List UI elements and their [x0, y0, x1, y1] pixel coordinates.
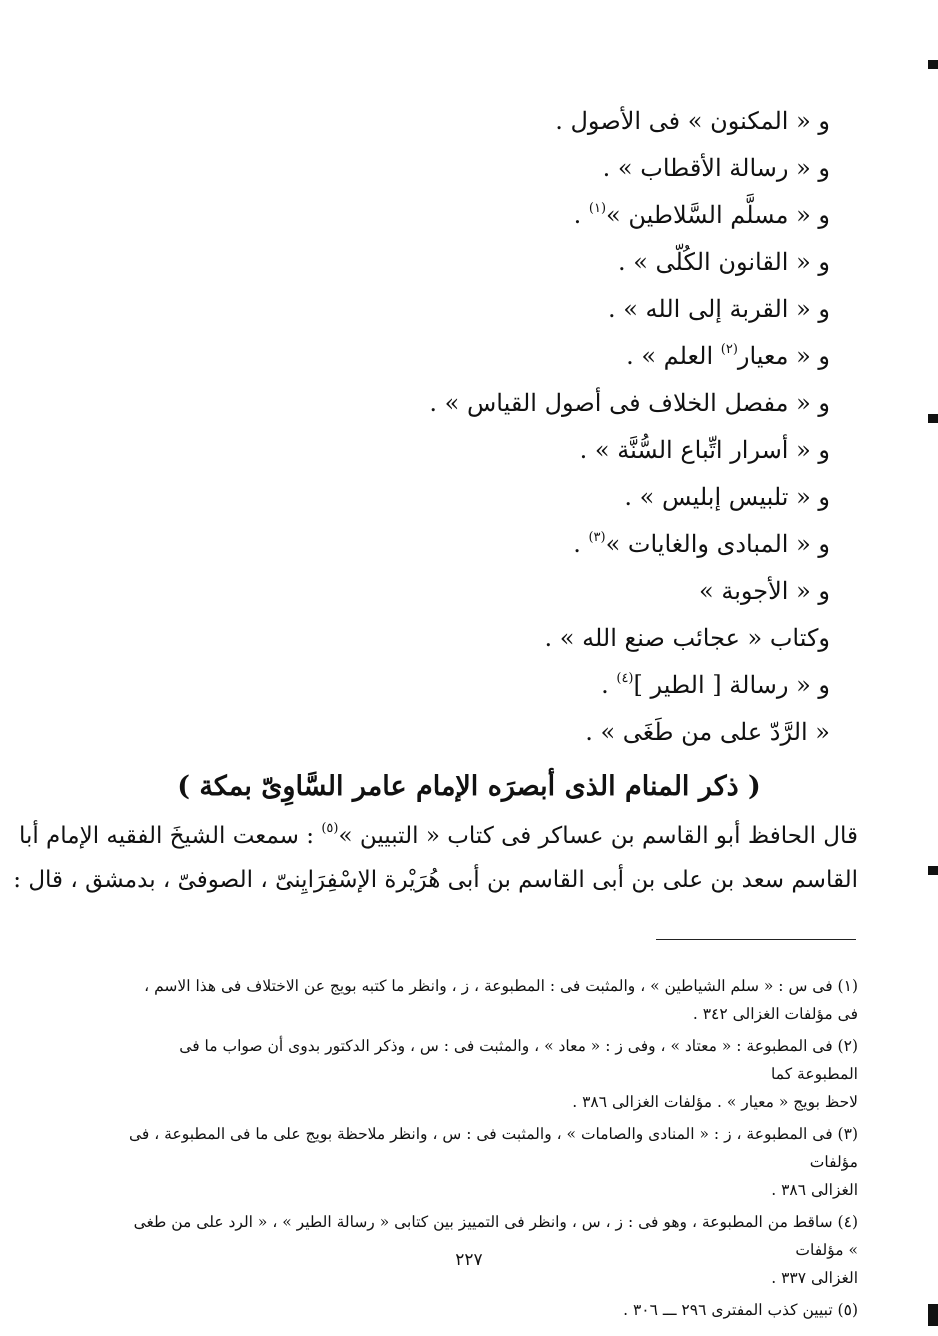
page-number: ٢٢٧	[455, 1250, 483, 1270]
footnote-text: (٤) ساقط من المطبوعة ، وهو فى : ز ، س ، وانظر فى التمييز بين كتابى « رسالة الطير » ، « الرد على من طغى » مؤلفات	[133, 1213, 858, 1259]
list-item	[110, 192, 830, 239]
footnote-continuation: الغزالى ٣٣٧ .	[771, 1269, 858, 1287]
list-item	[110, 98, 830, 145]
list-item-text: و « أسرار اتِّباع السُّنَّة » .	[579, 436, 830, 464]
list-item-text: و « رسالة الأقطاب » .	[602, 154, 830, 182]
footnote	[128, 1032, 858, 1116]
footnote-text: (٥) تبيين كذب المفترى ٢٩٦ ـــ ٣٠٦ .	[623, 1301, 858, 1319]
list-item-text: و « تلبيس إبليس » .	[624, 483, 830, 511]
list-item-tail: .	[573, 201, 589, 229]
list-item-text: و « القربة إلى الله » .	[607, 295, 830, 323]
list-item-text: و « المكنون » فى الأصول .	[555, 107, 830, 135]
list-item-text: و « مسلَّم السَّلاطين »	[606, 201, 830, 229]
list-item	[110, 145, 830, 192]
footnote	[128, 1120, 858, 1204]
list-item-text: و « المبادى والغايات »	[605, 530, 830, 558]
list-item-text: وكتاب « عجائب صنع الله » .	[544, 624, 830, 652]
list-item	[110, 286, 830, 333]
list-item-tail: العلم » .	[626, 342, 721, 370]
footnote	[128, 1296, 858, 1324]
list-item-text: و « الأجوبة »	[699, 577, 830, 605]
list-item-text: و « القانون الكُلّى » .	[617, 248, 830, 276]
paragraph-text: : سمعت الشيخَ الفقيه الإمام أبا	[18, 823, 322, 849]
footnote-text: (١) فى س : « سلم الشياطين » ، والمثبت فى : المطبوعة ، ز ، وانظر ما كتبه بويج عن الاختلاف فى هذا الاسم ،	[144, 977, 858, 995]
footnote-divider	[656, 939, 856, 940]
list-item-tail: .	[601, 671, 617, 699]
list-item-text: و « رسالة [ الطير ]	[633, 671, 830, 699]
list-item-tail: .	[573, 530, 589, 558]
edge-mark	[928, 60, 938, 69]
list-item-text: « الرَّدّ على من طَغَى » .	[585, 718, 830, 746]
list-item	[110, 709, 830, 756]
edge-mark	[928, 1304, 938, 1326]
paragraph-text: قال الحافظ أبو القاسم بن عساكر فى كتاب « التبيين »	[338, 823, 858, 849]
footnote-text: (٣) فى المطبوعة ، ز : « المنادى والصامات » ، والمثبت فى : س ، وانظر ملاحظة بويج على ما فى المطبوعة ، فى مؤلفات	[129, 1125, 858, 1171]
footnote-marker: (٤)	[616, 671, 634, 686]
body-paragraph	[13, 814, 858, 902]
footnote-continuation: لاحظ بويج « معيار » . مؤلفات الغزالى ٣٨٦ .	[572, 1093, 858, 1111]
footnote-text: (٢) فى المطبوعة : « معتاد » ، وفى ز : « معاد » ، والمثبت فى : س ، وذكر الدكتور بدوى أن صواب ما فى المطبوعة كما	[179, 1037, 858, 1083]
section-heading: ( ذكر المنام الذى أبصرَه الإمام عامر السَّاوِىّ بمكة )	[177, 771, 761, 802]
list-item	[110, 474, 830, 521]
book-title-list	[110, 98, 830, 756]
list-item	[110, 615, 830, 662]
list-item-text: و « معيار	[737, 342, 830, 370]
paragraph-line	[18, 814, 858, 858]
footnote-marker: (٢)	[720, 342, 738, 357]
edge-mark	[928, 866, 938, 875]
list-item-text: و « مفصل الخلاف فى أصول القياس » .	[429, 389, 830, 417]
footnote-continuation: فى مؤلفات الغزالى ٣٤٢ .	[692, 1005, 858, 1023]
list-item	[110, 380, 830, 427]
footnote-marker: (١)	[588, 201, 607, 216]
footnote	[128, 972, 858, 1028]
list-item	[110, 239, 830, 286]
list-item	[110, 427, 830, 474]
list-item	[110, 568, 830, 615]
footnote-continuation: الغزالى ٣٨٦ .	[771, 1181, 858, 1199]
footnote-marker: (٣)	[588, 530, 606, 545]
list-item	[110, 333, 830, 380]
paragraph-line: القاسم سعد بن على بن أبى القاسم بن أبى هُرَيْرة الإسْفِرَايِنىّ ، الصوفىّ ، بدمشق ، قال :	[13, 867, 858, 893]
footnote-marker: (٥)	[321, 821, 339, 836]
list-item	[110, 662, 830, 709]
edge-mark	[928, 414, 938, 423]
list-item	[110, 521, 830, 568]
footnotes	[128, 972, 858, 1328]
